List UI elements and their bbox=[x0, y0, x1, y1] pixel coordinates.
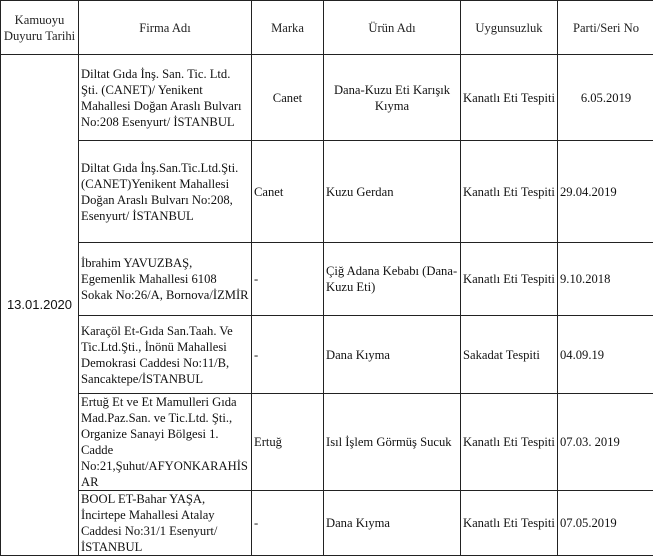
nonconformity-cell: Kanatlı Eti Tespiti bbox=[461, 243, 558, 316]
firm-cell: Diltat Gıda İnş. San. Tic. Ltd. Şti. (CANET)/ Yenikent Mahallesi Doğan Araslı Bulvarı No:208 Esenyurt/ İSTANBUL bbox=[79, 55, 252, 141]
batch-cell: 04.09.19 bbox=[558, 316, 653, 394]
announcement-date-cell: 13.01.2020 bbox=[1, 55, 79, 556]
table-row bbox=[1, 316, 653, 394]
table-row bbox=[1, 491, 653, 556]
firm-cell: Diltat Gıda İnş.San.Tic.Ltd.Şti. (CANET)Yenikent Mahallesi Doğan Araslı Bulvarı No:208, Esenyurt/ İSTANBUL bbox=[79, 141, 252, 243]
nonconformity-cell: Sakadat Tespiti bbox=[461, 316, 558, 394]
header-nonconformity: Uygunsuzluk bbox=[461, 1, 558, 55]
batch-cell: 29.04.2019 bbox=[558, 141, 653, 243]
brand-cell: - bbox=[252, 316, 324, 394]
header-firm-name: Firma Adı bbox=[79, 1, 252, 55]
product-cell: Kuzu Gerdan bbox=[324, 141, 461, 243]
nonconformity-cell: Kanatlı Eti Tespiti bbox=[461, 55, 558, 141]
product-cell: Dana-Kuzu Eti Karışık Kıyma bbox=[324, 55, 461, 141]
firm-cell: İbrahim YAVUZBAŞ, Egemenlik Mahallesi 6108 Sokak No:26/A, Bornova/İZMİR bbox=[79, 243, 252, 316]
table-row bbox=[1, 55, 653, 141]
table-row bbox=[1, 394, 653, 491]
product-cell: Isıl İşlem Görmüş Sucuk bbox=[324, 394, 461, 491]
brand-cell: - bbox=[252, 491, 324, 556]
table-row bbox=[1, 243, 653, 316]
nonconformity-cell: Kanatlı Eti Tespiti bbox=[461, 141, 558, 243]
batch-cell: 07.03. 2019 bbox=[558, 394, 653, 491]
product-cell: Dana Kıyma bbox=[324, 491, 461, 556]
nonconformity-cell: Kanatlı Eti Tespiti bbox=[461, 491, 558, 556]
batch-cell: 6.05.2019 bbox=[558, 55, 653, 141]
product-cell: Dana Kıyma bbox=[324, 316, 461, 394]
firm-cell: Ertuğ Et ve Et Mamulleri Gıda Mad.Paz.San. ve Tic.Ltd. Şti., Organize Sanayi Bölgesi 1. Cadde No:21,Şuhut/AFYONKARAHİSAR bbox=[79, 394, 252, 491]
brand-cell: Ertuğ bbox=[252, 394, 324, 491]
firm-cell: BOOL ET-Bahar YAŞA, İncirtepe Mahallesi Atalay Caddesi No:31/1 Esenyurt/İSTANBUL bbox=[79, 491, 252, 556]
header-announcement-date: Kamuoyu Duyuru Tarihi bbox=[1, 1, 79, 55]
header-brand: Marka bbox=[252, 1, 324, 55]
batch-cell: 07.05.2019 bbox=[558, 491, 653, 556]
product-cell: Çiğ Adana Kebabı (Dana-Kuzu Eti) bbox=[324, 243, 461, 316]
table-row bbox=[1, 141, 653, 243]
brand-cell: Canet bbox=[252, 141, 324, 243]
firm-cell: Karaçöl Et-Gıda San.Taah. Ve Tic.Ltd.Şti., İnönü Mahallesi Demokrasi Caddesi No:11/B, Sancaktepe/İSTANBUL bbox=[79, 316, 252, 394]
header-product-name: Ürün Adı bbox=[324, 1, 461, 55]
brand-cell: Canet bbox=[252, 55, 324, 141]
batch-cell: 9.10.2018 bbox=[558, 243, 653, 316]
header-row bbox=[1, 1, 653, 55]
header-batch-no: Parti/Seri No bbox=[558, 1, 653, 55]
nonconformity-cell: Kanatlı Eti Tespiti bbox=[461, 394, 558, 491]
brand-cell: - bbox=[252, 243, 324, 316]
